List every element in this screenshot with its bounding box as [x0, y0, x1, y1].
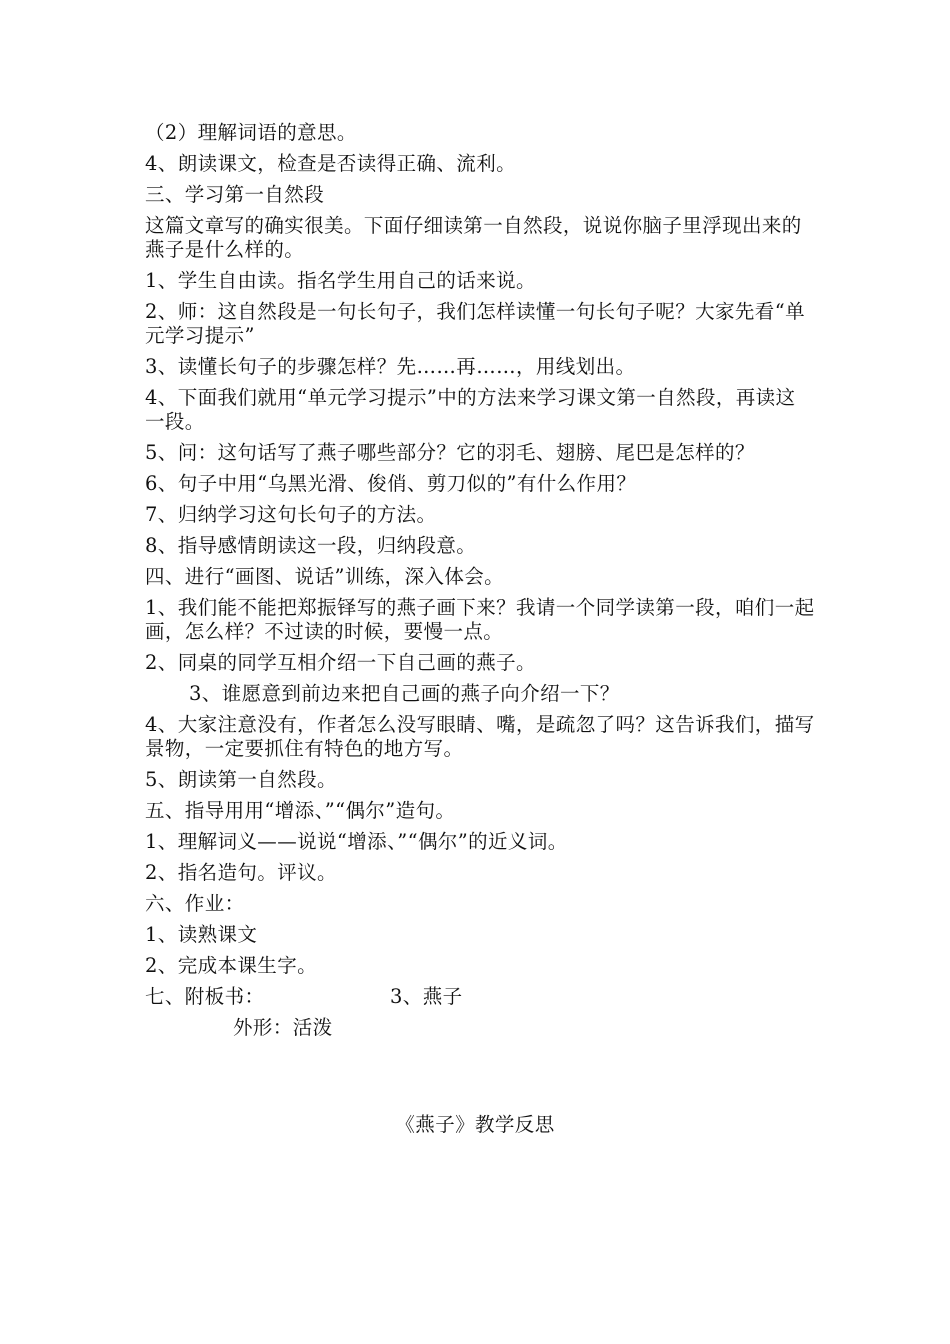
reflection-title: 《燕子》教学反思 [395, 1113, 555, 1136]
text-line: 这篇文章写的确实很美。下面仔细读第一自然段，说说你脑子里浮现出来的燕子是什么样的。 [145, 214, 802, 261]
text-line: 3、读懂长句子的步骤怎样？先……再……，用线划出。 [145, 355, 636, 378]
blackboard-item: 外形：活泼 [233, 1016, 333, 1039]
text-line: 6、句子中用“乌黑光滑、俊俏、剪刀似的”有什么作用？ [145, 472, 637, 495]
text-line: 5、问：这句话写了燕子哪些部分？它的羽毛、翅膀、尾巴是怎样的？ [145, 441, 755, 464]
lesson-plan-body [145, 121, 815, 1047]
text-line: 4、下面我们就用“单元学习提示”中的方法来学习课文第一自然段，再读这一段。 [145, 386, 796, 433]
text-line: （2）理解词语的意思。 [145, 121, 357, 144]
blackboard-heading: 3、燕子 [390, 985, 463, 1008]
text-line: 1、我们能不能把郑振铎写的燕子画下来？我请一个同学读第一段，咱们一起画，怎么样？不过读的时候，要慢一点。 [145, 596, 815, 643]
text-line: 1、读熟课文 [145, 923, 258, 946]
section-heading: 六、作业： [145, 892, 245, 915]
text-line: 2、完成本课生字。 [145, 954, 318, 977]
section-heading: 五、指导用用“增添、”“偶尔”造句。 [145, 799, 456, 822]
text-line: 3、谁愿意到前边来把自己画的燕子向介绍一下？ [189, 682, 620, 705]
blackboard-row [145, 985, 815, 1009]
text-line: 1、理解词义——说说“增添、”“偶尔”的近义词。 [145, 830, 568, 853]
text-line: 8、指导感情朗读这一段，归纳段意。 [145, 534, 477, 557]
text-line: 1、学生自由读。指名学生用自己的话来说。 [145, 269, 536, 292]
text-line: 4、大家注意没有，作者怎么没写眼睛、嘴，是疏忽了吗？这告诉我们，描写景物，一定要抓住有特色的地方写。 [145, 713, 815, 760]
text-line: 2、指名造句。评议。 [145, 861, 337, 884]
text-line: 2、同桌的同学互相介绍一下自己画的燕子。 [145, 651, 536, 674]
section-heading: 三、学习第一自然段 [145, 183, 325, 206]
text-line: 2、师：这自然段是一句长句子，我们怎样读懂一句长句子呢？大家先看“单元学习提示” [145, 300, 805, 347]
text-line: 7、归纳学习这句长句子的方法。 [145, 503, 437, 526]
blackboard-label: 七、附板书： [145, 985, 265, 1008]
text-line: 4、朗读课文，检查是否读得正确、流利。 [145, 152, 517, 175]
section-heading: 四、进行“画图、说话”训练，深入体会。 [145, 565, 505, 588]
text-line: 5、朗读第一自然段。 [145, 768, 337, 791]
